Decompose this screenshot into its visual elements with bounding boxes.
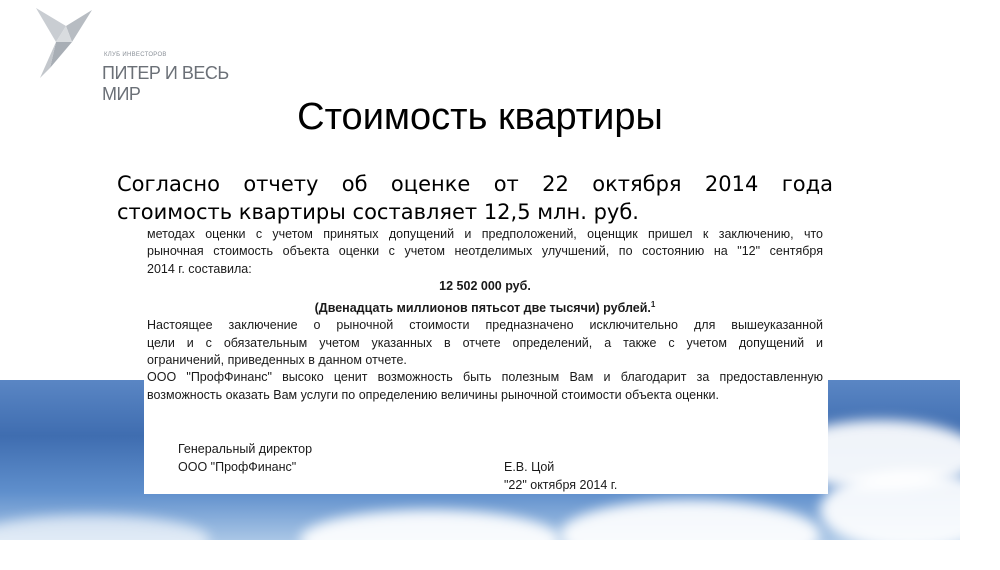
report-line: Настоящее заключение о рыночной стоимости предназначено исключительно для вышеуказанной bbox=[147, 318, 823, 333]
report-amount-words: (Двенадцать миллионов пятьсот две тысячи) рублей.$^1$ bbox=[314, 299, 656, 315]
report-excerpt bbox=[144, 227, 828, 494]
intro-text bbox=[117, 170, 833, 226]
page-title: Стоимость квартиры bbox=[297, 96, 663, 138]
report-line: 2014 г. составила: bbox=[147, 261, 252, 276]
signer-name: Е.В. Цой bbox=[504, 460, 555, 474]
report-line-cut: методах оценки с учетом принятых допущений и предположений, оценщик пришел к заключению, что bbox=[147, 227, 823, 241]
report-line: ООО "ПрофФинанс" высоко ценит возможность быть полезным Вам и благодарит за предоставленную bbox=[147, 370, 823, 385]
intro-line-2: стоимость квартиры составляет 12,5 млн. руб. bbox=[117, 200, 639, 224]
logo-name: ПИТЕР И ВЕСЬ МИР bbox=[102, 63, 229, 104]
report-line: цели и с обязательным учетом указанных в отчете определений, а также с учетом допущений и bbox=[147, 335, 823, 350]
sign-date: "22" октября 2014 г. bbox=[504, 478, 618, 492]
intro-line-1: Согласно отчету об оценке от 22 октября 2014 года bbox=[117, 172, 833, 196]
report-line: рыночная стоимость объекта оценки с учетом неотделимых улучшений, по состоянию на "12" сентября bbox=[147, 244, 823, 259]
report-line: ограничений, приведенных в данном отчете. bbox=[147, 353, 407, 367]
signer-org: ООО "ПрофФинанс" bbox=[178, 460, 297, 474]
signer-block bbox=[178, 440, 312, 476]
report-line: возможность оказать Вам услуги по определению величины рыночной стоимости объекта оценки. bbox=[147, 387, 719, 402]
signature-block bbox=[504, 458, 617, 494]
logo-club-text: КЛУБ ИНВЕСТОРОВ bbox=[104, 52, 167, 58]
club-logo bbox=[26, 6, 246, 104]
signer-title: Генеральный директор bbox=[178, 442, 313, 456]
origami-bird-icon bbox=[26, 6, 96, 78]
report-amount: 12 502 000 руб. bbox=[439, 279, 531, 294]
report-text bbox=[147, 227, 823, 404]
